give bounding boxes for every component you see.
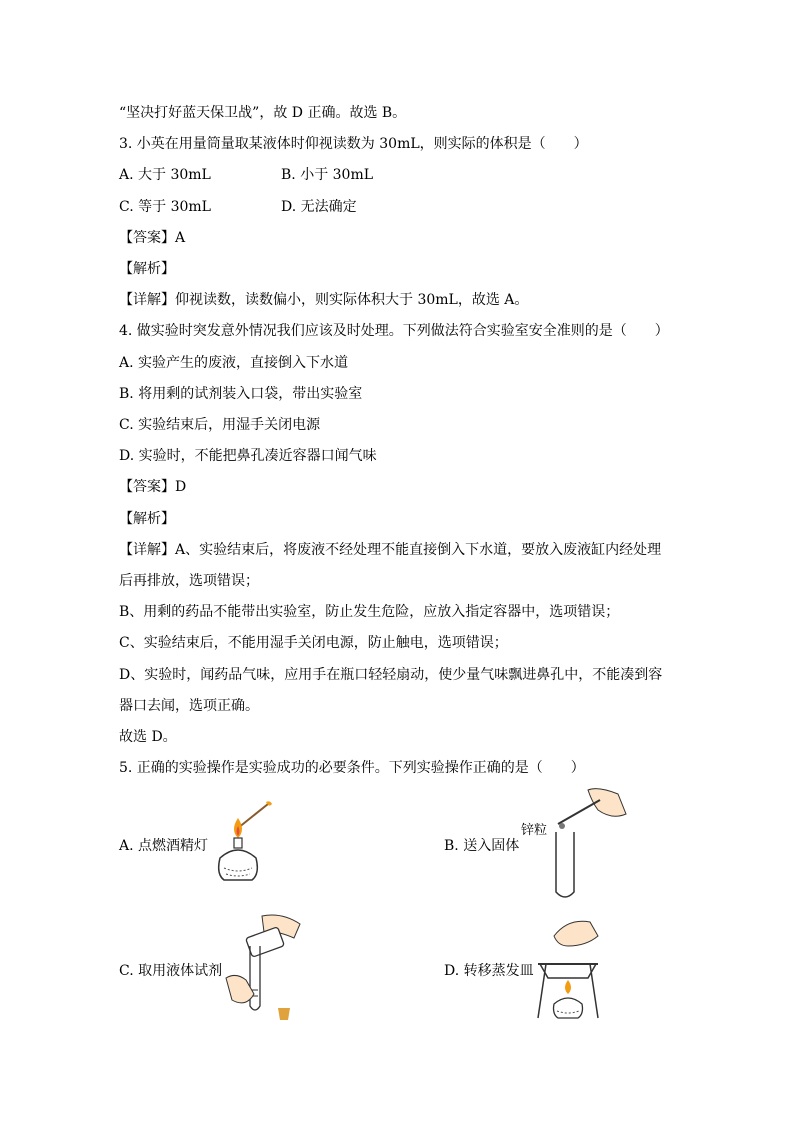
lamp-wick-cap [234,838,242,848]
q4-detail-line: D、实验时，闻药品气味，应用手在瓶口轻轻扇动，使少量气味飘进鼻孔中，不能凑到容 [119,667,663,683]
evaporating-dish [540,964,596,978]
q4-detail-line: 故选 D。 [119,729,177,745]
figure-adding-solid [516,786,636,901]
q5-option-a: A. 点燃酒精灯 [119,838,209,854]
q3-option-d: D. 无法确定 [281,199,357,215]
q4-option-c: C. 实验结束后，用湿手关闭电源 [119,417,321,433]
q4-detail-line: C、实验结束后，不能用湿手关闭电源，防止触电，选项错误； [119,635,508,651]
q5-option-d: D. 转移蒸发皿 [444,963,534,979]
zinc-granule [559,823,565,829]
lamp-flame [565,980,571,994]
figure-transferring-evaporating-dish [530,918,610,1028]
q3-option-c: C. 等于 30mL [119,199,211,215]
q4-option-d: D. 实验时，不能把鼻孔凑近容器口闻气味 [119,448,377,464]
tripod-leg [590,964,598,1018]
q4-option-a: A. 实验产生的废液，直接倒入下水道 [119,355,349,371]
hand [554,921,598,946]
match-stick [238,804,268,828]
test-tube [556,832,574,897]
q3-analysis: 【解析】 [119,261,175,277]
alcohol-lamp [554,998,583,1018]
q5-option-b: B. 送入固体 [444,838,520,854]
bottle-stopper [278,1008,290,1020]
q4-detail-line: 器口去闻，选项正确。 [119,698,259,714]
reagent-bottle [246,927,285,957]
figure-lighting-alcohol-lamp [208,798,278,888]
zinc-label: 锌粒 [521,823,548,838]
q5-stem: 5. 正确的实验操作是实验成功的必要条件。下列实验操作正确的是（ ） [119,760,585,776]
q4-detail-line: B、用剩的药品不能带出实验室，防止发生危险，应放入指定容器中，选项错误； [119,604,620,620]
q4-answer: 【答案】D [119,479,187,495]
intro-line: “坚决打好蓝天保卫战”，故 D 正确。故选 B。 [119,105,407,121]
q3-detail: 【详解】仰视读数，读数偏小，则实际体积大于 30mL，故选 A。 [119,292,529,308]
q4-detail-line: 【详解】A、实验结束后，将废液不经处理不能直接倒入下水道，要放入废液缸内经处理 [119,542,662,558]
q4-detail-line: 后再排放，选项错误； [119,573,259,589]
q3-answer: 【答案】A [119,230,186,246]
q5-option-c: C. 取用液体试剂 [119,963,223,979]
figure-pouring-liquid [222,912,307,1027]
q3-option-a: A. 大于 30mL [119,167,211,183]
q4-stem: 4. 做实验时突发意外情况我们应该及时处理。下列做法符合实验室安全准则的是（ ） [119,323,669,339]
q3-stem: 3. 小英在用量筒量取某液体时仰视读数为 30mL，则实际的体积是（ ） [119,136,588,152]
q4-option-b: B. 将用剩的试剂装入口袋，带出实验室 [119,386,363,402]
tweezers [558,800,600,824]
tripod-leg [538,964,546,1018]
q3-option-b: B. 小于 30mL [281,167,374,183]
q4-analysis: 【解析】 [119,511,175,527]
